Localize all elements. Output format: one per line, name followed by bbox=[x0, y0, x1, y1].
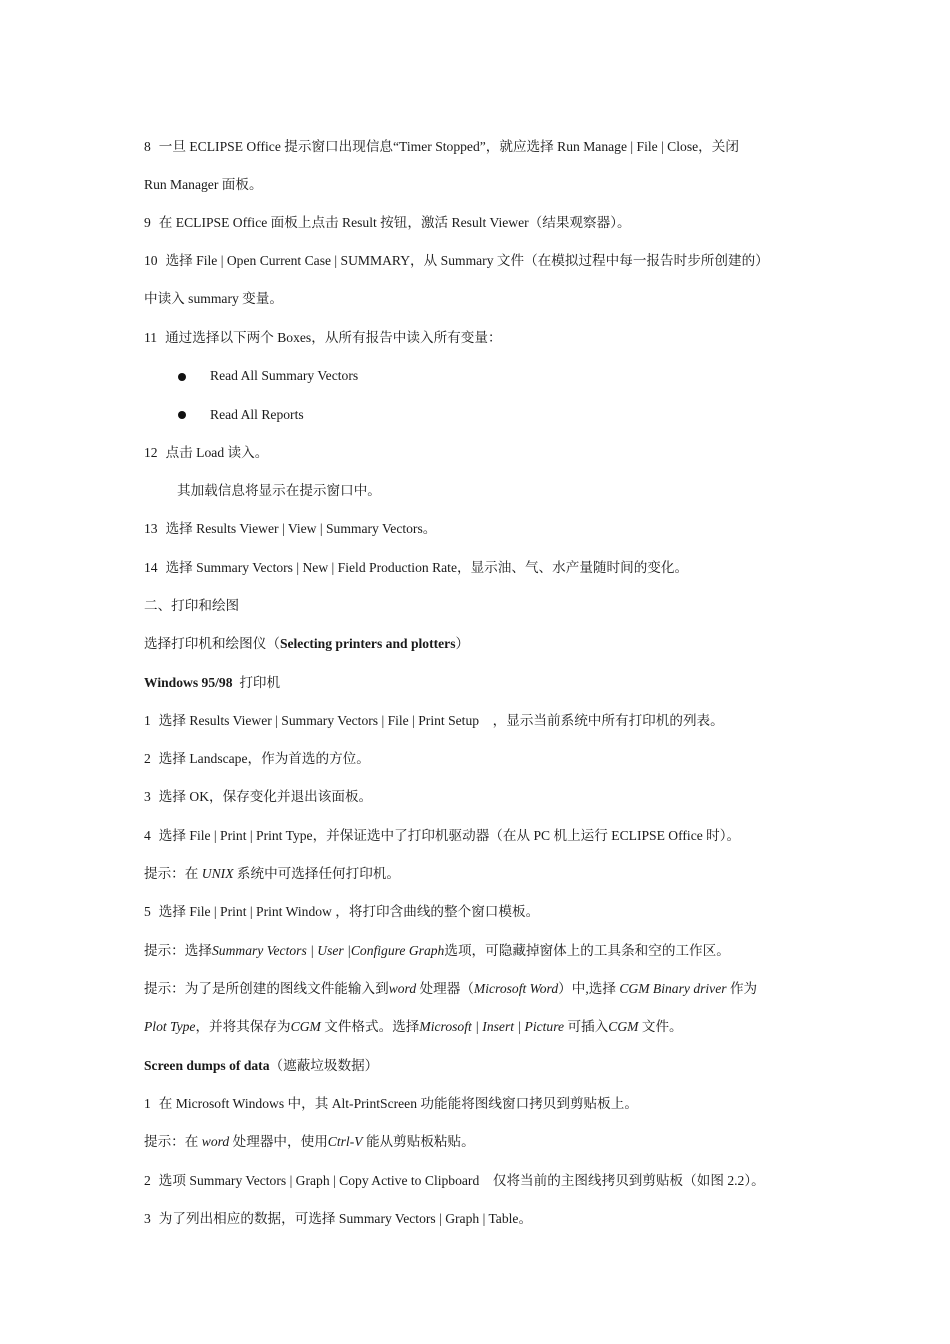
printer-step-4: 4 选择 File | Print | Print Type，并保证选中了打印机驱动器（在从 PC 机上运行 ECLIPSE Office 时）。 bbox=[144, 828, 741, 843]
printer-step-2: 2 选择 Landscape，作为首选的方位。 bbox=[144, 751, 370, 766]
windows-printer-heading: Windows 95/98 打印机 bbox=[144, 675, 281, 690]
bullet-item: Read All Reports bbox=[210, 407, 304, 422]
step-12-note: 其加载信息将显示在提示窗口中。 bbox=[177, 483, 381, 498]
screen-dumps-heading: Screen dumps of data（遮蔽垃圾数据） bbox=[144, 1058, 379, 1073]
dump-step-1: 1 在 Microsoft Windows 中，其 Alt-PrintScreen 功能能将图线窗口拷贝到剪贴板上。 bbox=[144, 1096, 638, 1111]
tip-unix: 提示：在 UNIX 系统中可选择任何打印机。 bbox=[144, 866, 401, 881]
step-9: 9 在 ECLIPSE Office 面板上点击 Result 按钮，激活 Result Viewer（结果观察器）。 bbox=[144, 215, 631, 230]
selecting-printers-heading: 选择打印机和绘图仪（Selecting printers and plotters） bbox=[144, 636, 470, 651]
bullet-icon bbox=[178, 373, 186, 381]
step-10-line-1: 10 选择 File | Open Current Case | SUMMARY，从 Summary 文件（在模拟过程中每一报告时步所创建的） bbox=[144, 253, 769, 268]
step-14: 14 选择 Summary Vectors | New | Field Production Rate，显示油、气、水产量随时间的变化。 bbox=[144, 560, 689, 575]
tip-cgm-line-1: 提示：为了是所创建的图线文件能输入到word 处理器（Microsoft Word）中,选择 CGM Binary driver 作为 bbox=[144, 981, 758, 996]
step-13: 13 选择 Results Viewer | View | Summary Vectors。 bbox=[144, 521, 437, 536]
printer-step-1: 1 选择 Results Viewer | Summary Vectors | File | Print Setup ，显示当前系统中所有打印机的列表。 bbox=[144, 713, 724, 728]
step-8-line-1: 8 一旦 ECLIPSE Office 提示窗口出现信息“Timer Stopped”，就应选择 Run Manage | File | Close，关闭 bbox=[144, 139, 739, 154]
step-8-line-2: Run Manager 面板。 bbox=[144, 177, 263, 192]
printer-step-3: 3 选择 OK，保存变化并退出该面板。 bbox=[144, 789, 373, 804]
bullet-icon bbox=[178, 411, 186, 419]
bullet-item: Read All Summary Vectors bbox=[210, 368, 359, 383]
step-12: 12 点击 Load 读入。 bbox=[144, 445, 269, 460]
dump-step-3: 3 为了列出相应的数据，可选择 Summary Vectors | Graph | Table。 bbox=[144, 1211, 533, 1226]
tip-cgm-line-2: Plot Type，并将其保存为CGM 文件格式。选择Microsoft | Insert | Picture 可插入CGM 文件。 bbox=[144, 1019, 683, 1034]
printer-step-5: 5 选择 File | Print | Print Window ，将打印含曲线的整个窗口模板。 bbox=[144, 904, 540, 919]
dump-step-2: 2 选项 Summary Vectors | Graph | Copy Active to Clipboard 仅将当前的主图线拷贝到剪贴板（如图 2.2）。 bbox=[144, 1173, 765, 1188]
section-heading: 二、打印和绘图 bbox=[144, 598, 240, 613]
tip-configure-graph: 提示：选择Summary Vectors | User |Configure Graph选项，可隐藏掉窗体上的工具条和空的工作区。 bbox=[144, 943, 730, 958]
step-11: 11 通过选择以下两个 Boxes，从所有报告中读入所有变量： bbox=[144, 330, 502, 345]
step-10-line-2: 中读入 summary 变量。 bbox=[144, 291, 283, 306]
tip-ctrl-v: 提示：在 word 处理器中，使用Ctrl-V 能从剪贴板粘贴。 bbox=[144, 1134, 475, 1149]
